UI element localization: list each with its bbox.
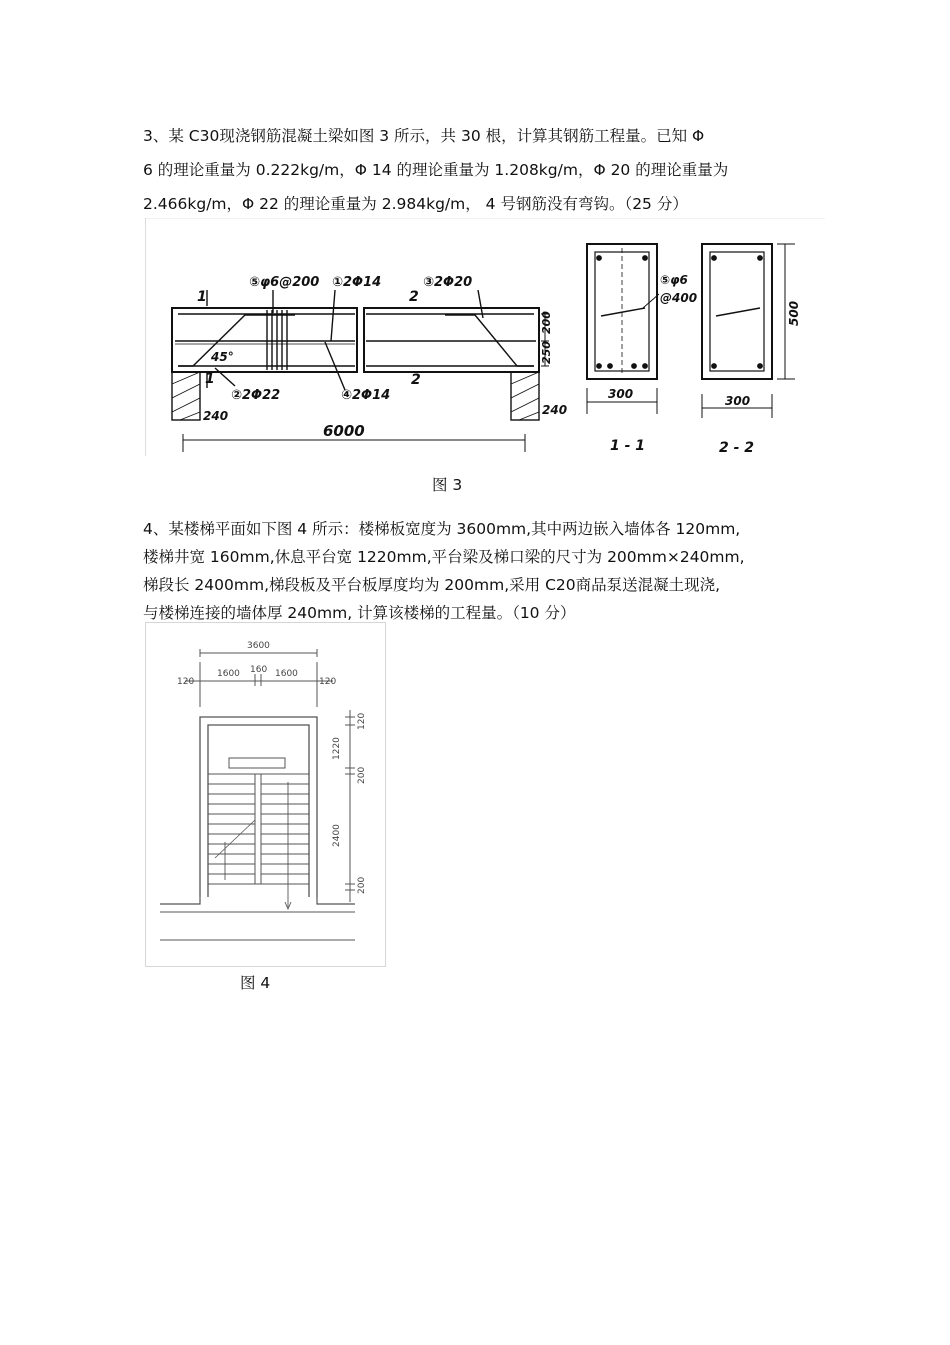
section-mark-1-bottom: 1 (205, 371, 215, 387)
bar-3-label: ③2Φ20 (423, 275, 473, 290)
question-3-text (143, 119, 808, 221)
section-height-label: 500 (787, 300, 801, 326)
section-2-title: 2 - 2 (719, 440, 755, 456)
dim-200-label: 200 (540, 311, 553, 334)
dim-right-wall: 120 (319, 677, 337, 687)
dim-well: 160 (250, 665, 268, 675)
span-label: 6000 (323, 422, 365, 440)
section-1-title: 1 - 1 (610, 438, 646, 454)
figure-3-caption: 图 3 (432, 476, 463, 494)
figure-3-beam-drawing (145, 218, 825, 456)
q3-line-1: 3、某 C30现浇钢筋混凝土梁如图 3 所示，共 30 根，计算其钢筋工程量。已知 Φ (143, 127, 705, 145)
bend-angle-label: 45° (211, 350, 234, 364)
dim-v-landing: 1220 (332, 737, 342, 760)
section-mark-2-bottom: 2 (411, 372, 421, 388)
dim-250-label: 250 (540, 341, 553, 364)
dim-v-beam-bottom: 200 (357, 876, 367, 894)
q3-line-2: 6 的理论重量为 0.222kg/m，Φ 14 的理论重量为 1.208kg/m，Φ 20 的理论重量为 (143, 161, 729, 179)
section-2-width-label: 300 (725, 394, 751, 408)
support-right-label: 240 (542, 403, 568, 417)
bar-2-label: ②2Φ22 (231, 388, 281, 403)
dim-flight-right: 1600 (275, 669, 298, 679)
beam-elevation (172, 275, 567, 452)
dim-total-width: 3600 (247, 641, 270, 651)
dim-v-flight: 2400 (332, 824, 342, 847)
section-1-width-label: 300 (608, 387, 634, 401)
section-stirrup-label-b: @400 (660, 291, 698, 305)
section-2-2 (702, 244, 801, 456)
section-mark-1-top: 1 (197, 289, 207, 305)
bar-5-label: ⑤φ6@200 (249, 275, 320, 290)
section-mark-2-top: 2 (409, 289, 419, 305)
bar-4-label: ④2Φ14 (341, 388, 391, 403)
dim-v-top: 120 (357, 712, 367, 730)
q4-line-3: 梯段长 2400mm,梯段板及平台板厚度均为 200mm,采用 C20商品泵送混凝土现浇, (143, 576, 721, 594)
figure-4-caption: 图 4 (240, 974, 271, 992)
section-1-1 (587, 244, 697, 454)
question-4-text (143, 515, 808, 627)
dim-flight-left: 1600 (217, 669, 240, 679)
bar-1-label: ①2Φ14 (332, 275, 382, 290)
support-left-label: 240 (203, 409, 229, 423)
dim-left-wall: 120 (177, 677, 195, 687)
q4-line-2: 楼梯井宽 160mm,休息平台宽 1220mm,平台梁及梯口梁的尺寸为 200mm×240mm, (143, 548, 745, 566)
section-stirrup-label-a: ⑤φ6 (660, 273, 688, 287)
figure-4-stair-plan (145, 622, 386, 967)
dim-v-beam-top: 200 (357, 766, 367, 784)
q4-line-4: 与楼梯连接的墙体厚 240mm, 计算该楼梯的工程量。（10 分） (143, 604, 576, 622)
q4-line-1: 4、某楼梯平面如下图 4 所示：楼梯板宽度为 3600mm,其中两边嵌入墙体各 120mm, (143, 520, 741, 538)
q3-line-3: 2.466kg/m，Φ 22 的理论重量为 2.984kg/m， 4 号钢筋没有弯钩。（25 分） (143, 195, 688, 213)
